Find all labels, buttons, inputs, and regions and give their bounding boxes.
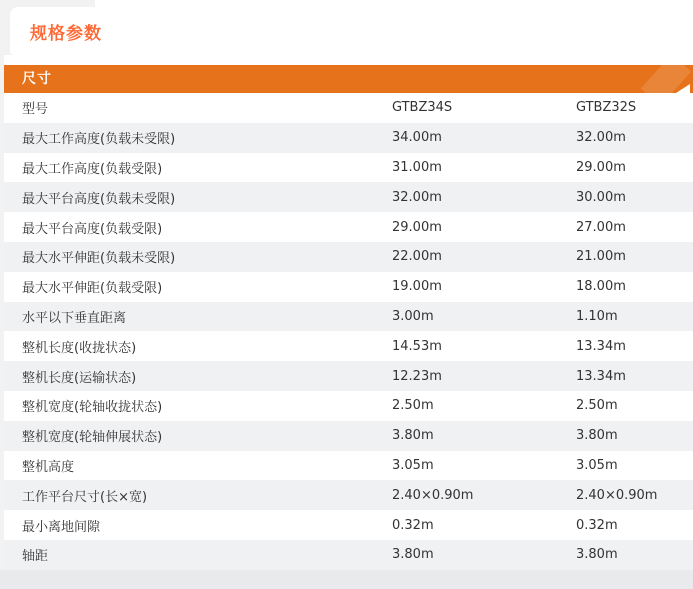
- spec-value-gtbz32s: 29.00m: [576, 159, 626, 175]
- spec-value-gtbz32s: 30.00m: [576, 189, 626, 205]
- spec-label: 型号: [22, 102, 49, 118]
- spec-label: 整机长度(收拢状态): [22, 340, 137, 356]
- dimensions-section: [4, 65, 693, 570]
- table-row: [4, 212, 693, 242]
- spec-value-gtbz34s: 22.00m: [392, 249, 442, 265]
- spec-value-gtbz34s: 3.00m: [392, 308, 434, 324]
- table-row: [4, 123, 693, 153]
- spec-label: 最大平台高度(负载未受限): [22, 191, 176, 207]
- spec-value-gtbz34s: 31.00m: [392, 159, 442, 175]
- spec-value-gtbz34s: GTBZ34S: [392, 100, 453, 116]
- spec-label: 最大水平伸距(负载未受限): [22, 251, 176, 267]
- table-row: [4, 421, 693, 451]
- spec-label: 最大工作高度(负载受限): [22, 161, 163, 177]
- spec-value-gtbz32s: 1.10m: [576, 308, 618, 324]
- spec-label: 整机宽度(轮轴伸展状态): [22, 430, 163, 446]
- corner-arrow-icon: [676, 84, 690, 93]
- page-background-bottom-strip: [0, 570, 693, 589]
- spec-value-gtbz32s: 3.05m: [576, 457, 618, 473]
- spec-value-gtbz34s: 0.32m: [392, 517, 434, 533]
- spec-label: 整机宽度(轮轴收拢状态): [22, 400, 163, 416]
- table-row: [4, 391, 693, 421]
- table-row: [4, 302, 693, 332]
- page-title: 规格参数: [30, 24, 102, 44]
- spec-value-gtbz32s: 32.00m: [576, 130, 626, 146]
- spec-value-gtbz34s: 3.80m: [392, 547, 434, 563]
- spec-value-gtbz32s: 18.00m: [576, 279, 626, 295]
- spec-label: 整机高度: [22, 459, 75, 475]
- spec-value-gtbz34s: 12.23m: [392, 368, 442, 384]
- spec-value-gtbz34s: 3.80m: [392, 428, 434, 444]
- section-header-label: 尺寸: [22, 71, 52, 87]
- spec-label: 轴距: [22, 549, 49, 565]
- spec-label: 最小离地间隙: [22, 519, 101, 535]
- spec-value-gtbz34s: 19.00m: [392, 279, 442, 295]
- table-row: [4, 361, 693, 391]
- title-card: [10, 7, 693, 55]
- spec-value-gtbz34s: 14.53m: [392, 338, 442, 354]
- table-row: [4, 510, 693, 540]
- spec-value-gtbz34s: 32.00m: [392, 189, 442, 205]
- spec-value-gtbz32s: 21.00m: [576, 249, 626, 265]
- table-row: [4, 451, 693, 481]
- spec-value-gtbz32s: 27.00m: [576, 219, 626, 235]
- spec-value-gtbz34s: 3.05m: [392, 457, 434, 473]
- spec-value-gtbz32s: 3.80m: [576, 428, 618, 444]
- spec-label: 最大平台高度(负载受限): [22, 221, 163, 237]
- spec-value-gtbz34s: 2.50m: [392, 398, 434, 414]
- spec-value-gtbz32s: 0.32m: [576, 517, 618, 533]
- table-row: [4, 272, 693, 302]
- table-row: [4, 540, 693, 570]
- spec-value-gtbz34s: 34.00m: [392, 130, 442, 146]
- spec-value-gtbz34s: 2.40×0.90m: [392, 487, 474, 503]
- table-row: [4, 153, 693, 183]
- spec-value-gtbz32s: GTBZ32S: [576, 100, 637, 116]
- table-row: [4, 93, 693, 123]
- spec-value-gtbz32s: 13.34m: [576, 338, 626, 354]
- spec-value-gtbz32s: 2.40×0.90m: [576, 487, 658, 503]
- table-row: [4, 480, 693, 510]
- table-row: [4, 331, 693, 361]
- spec-value-gtbz34s: 29.00m: [392, 219, 442, 235]
- spec-label: 水平以下垂直距离: [22, 310, 127, 326]
- spec-value-gtbz32s: 2.50m: [576, 398, 618, 414]
- table-row: [4, 182, 693, 212]
- spec-label: 最大工作高度(负载未受限): [22, 132, 176, 148]
- section-header-dimensions[interactable]: [4, 65, 693, 93]
- table-row: [4, 242, 693, 272]
- spec-value-gtbz32s: 3.80m: [576, 547, 618, 563]
- spec-table: [4, 93, 693, 570]
- spec-value-gtbz32s: 13.34m: [576, 368, 626, 384]
- spec-label: 整机长度(运输状态): [22, 370, 137, 386]
- spec-label: 最大水平伸距(负载受限): [22, 281, 163, 297]
- spec-label: 工作平台尺寸(长×宽): [22, 489, 148, 505]
